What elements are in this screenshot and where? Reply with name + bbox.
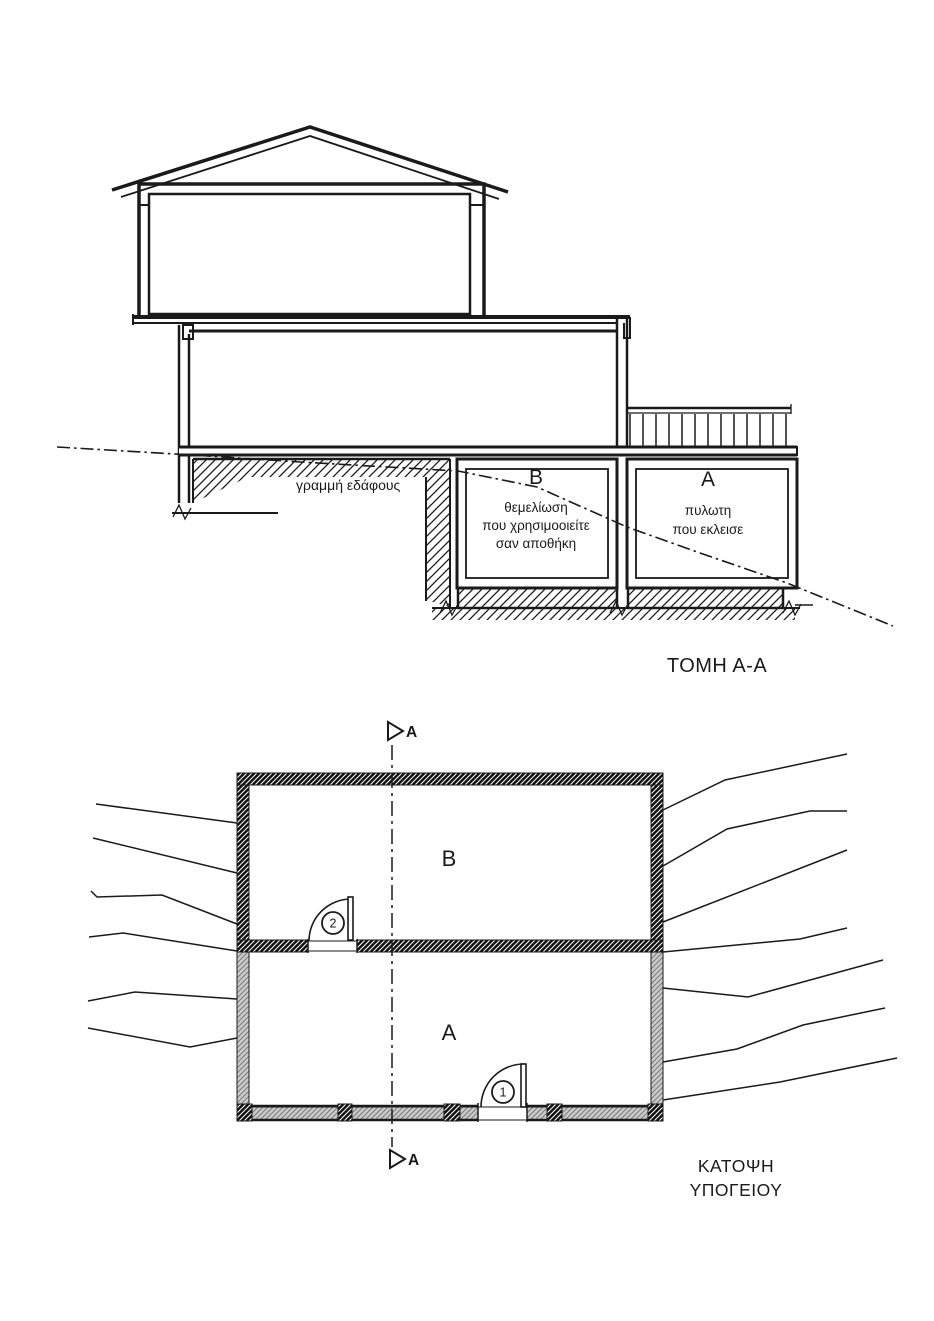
plan-column (237, 1104, 252, 1121)
plan-door-2 (308, 897, 357, 953)
plan-column (444, 1104, 460, 1121)
section-room-b-note-2: που χρησιμοοιείτε (482, 518, 590, 533)
section-upper-slab (133, 314, 631, 339)
section-marker-top-triangle (388, 722, 403, 740)
section-room-a-note-2: που εκλεισε (672, 522, 744, 537)
footing-room-a (628, 588, 783, 608)
plan-column (338, 1104, 352, 1121)
plan-title-line-1: ΚΑΤΟΨΗ (697, 1156, 775, 1176)
section-ground-slab (179, 446, 797, 456)
section-top-floor (139, 184, 484, 317)
plan-column (648, 1104, 663, 1121)
plan-contours-left (88, 804, 237, 1047)
section-marker-bottom-triangle (390, 1150, 405, 1168)
section-left-foundation-wall (172, 505, 278, 519)
section-room-a-label: A (700, 468, 716, 491)
plan-door-1 (478, 1064, 527, 1122)
section-room-b-note-1: θεμελίωση (504, 500, 568, 515)
ground-line-label: γραμμή εδάφους (296, 477, 401, 493)
section-room-b-label: B (528, 466, 544, 489)
plan-room-b-label: B (441, 846, 457, 871)
footing-room-b (458, 588, 617, 608)
section-marker-bottom-label: A (408, 1152, 420, 1169)
section-balcony-railing (628, 404, 791, 447)
door-2-number: 2 (329, 916, 337, 931)
plan-divider-wall (237, 940, 663, 952)
door-leaf (348, 897, 353, 940)
section-marker-top-label: A (406, 724, 418, 741)
plan-drawing (88, 722, 897, 1200)
plan-room-a-label: A (441, 1020, 457, 1045)
section-room-a-note-1: πυλωτη (684, 503, 732, 518)
door-leaf (521, 1064, 526, 1107)
door-1-number: 1 (499, 1085, 507, 1100)
plan-contours-right (663, 754, 897, 1100)
section-title: ΤΟΜΗ Α-Α (666, 655, 768, 677)
plan-title-line-2: ΥΠΟΓΕΙΟΥ (689, 1180, 783, 1200)
section-drawing (57, 127, 893, 677)
plan-column (547, 1104, 562, 1121)
section-room-b-note-3: σαν αποθήκη (495, 536, 577, 551)
